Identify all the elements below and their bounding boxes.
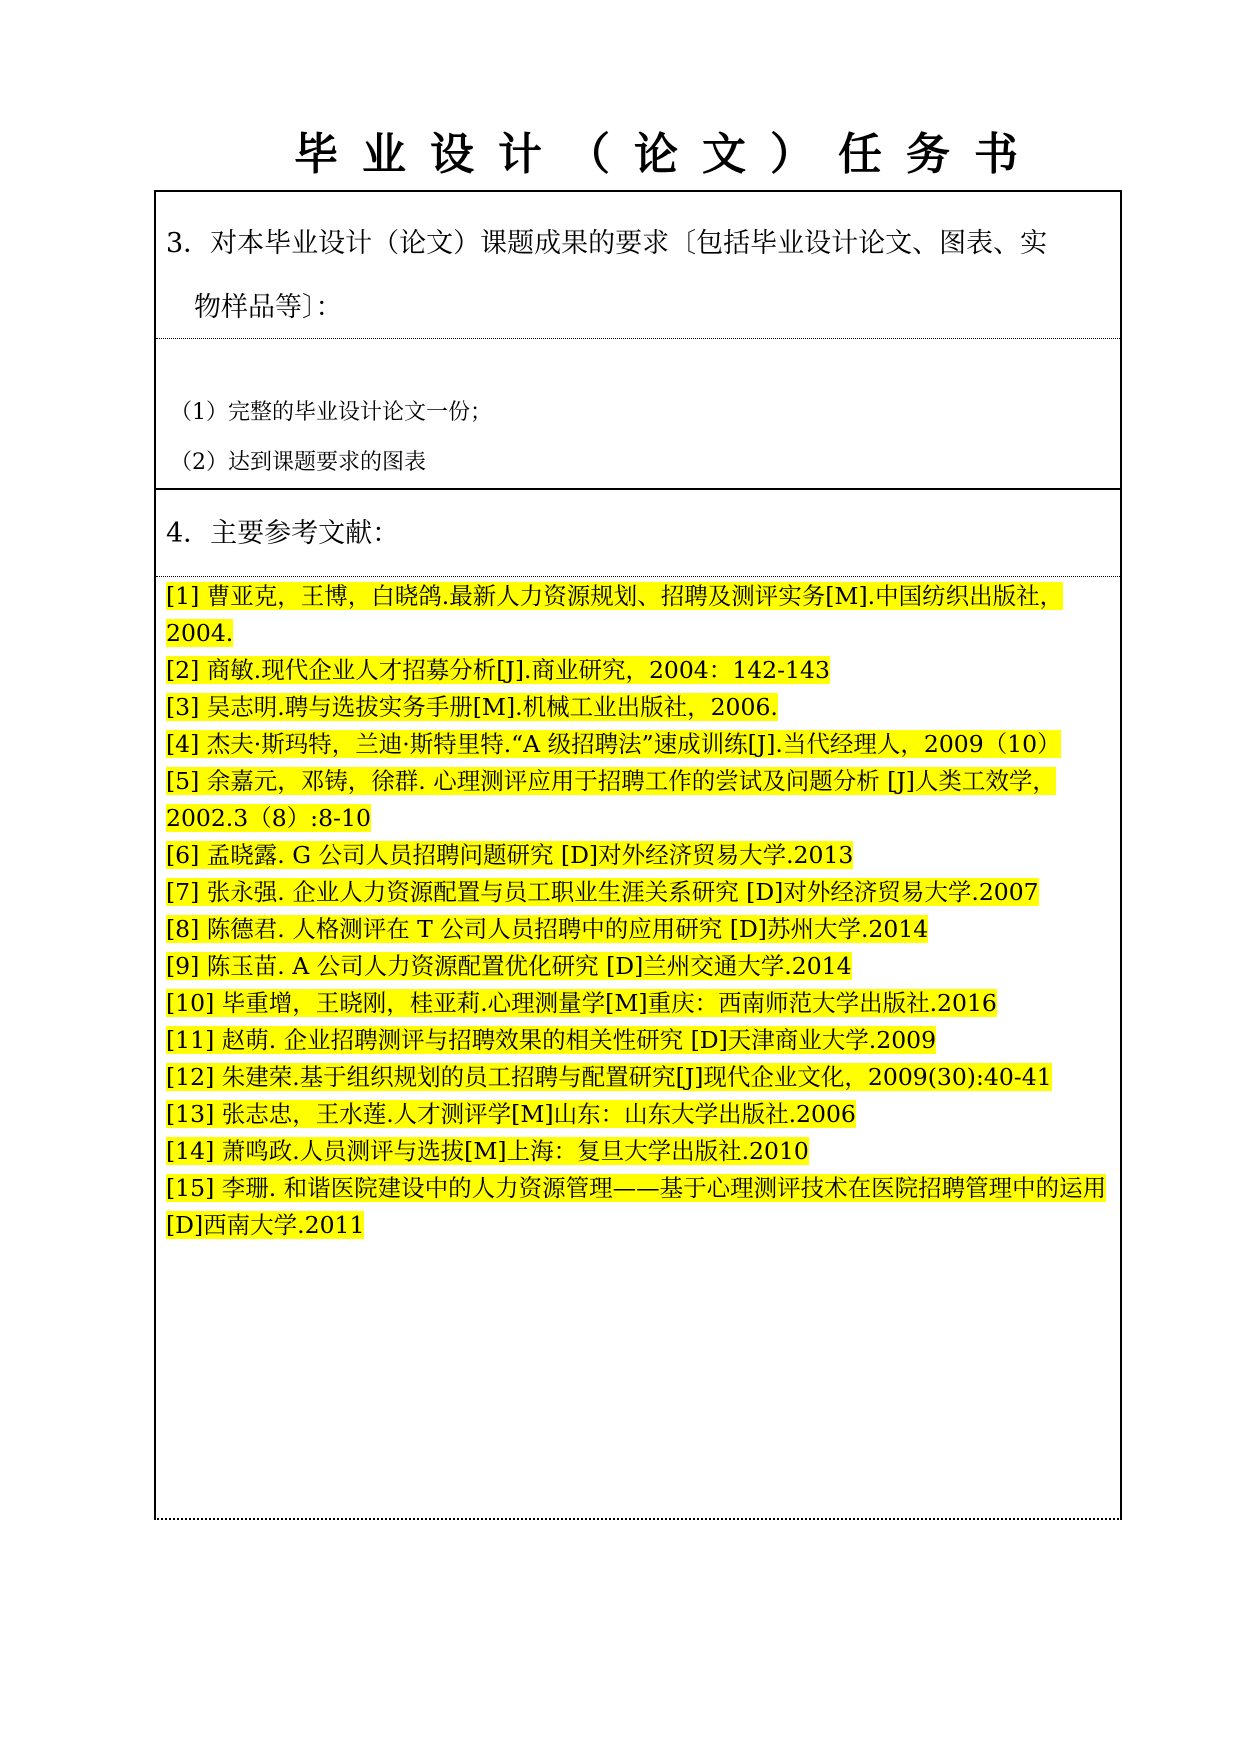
requirement-item: （1）完整的毕业设计论文一份； bbox=[170, 400, 492, 425]
task-table bbox=[154, 190, 1122, 1520]
reference-text: [9] 陈玉苗. A 公司人力资源配置优化研究 [D]兰州交通大学.2014 bbox=[166, 952, 852, 980]
reference-text: [6] 孟晓露. G 公司人员招聘问题研究 [D]对外经济贸易大学.2013 bbox=[166, 841, 854, 869]
reference-item bbox=[166, 652, 1118, 689]
page-title: 毕业设计（论文）任务书 bbox=[294, 129, 1042, 180]
reference-text: [3] 吴志明.聘与选拔实务手册[M].机械工业出版社，2006. bbox=[166, 693, 778, 721]
reference-item bbox=[166, 948, 1118, 985]
section4-heading: 4．主要参考文献： bbox=[166, 518, 400, 549]
reference-item bbox=[166, 837, 1118, 874]
reference-text: [13] 张志忠，王水莲.人才测评学[M]山东：山东大学出版社.2006 bbox=[166, 1100, 856, 1128]
reference-text: [4] 杰夫·斯玛特，兰迪·斯特里特.“A 级招聘法”速成训练[J].当代经理人，2009（10） bbox=[166, 730, 1061, 758]
requirement-list bbox=[170, 388, 492, 488]
reference-text: [15] 李珊. 和谐医院建设中的人力资源管理——基于心理测评技术在医院招聘管理中的运用 [D]西南大学.2011 bbox=[166, 1174, 1107, 1239]
reference-item bbox=[166, 1170, 1118, 1244]
reference-item bbox=[166, 689, 1118, 726]
reference-text: [10] 毕重增，王晓刚，桂亚莉.心理测量学[M]重庆：西南师范大学出版社.2016 bbox=[166, 989, 997, 1017]
dotted-divider bbox=[156, 338, 1120, 339]
reference-item bbox=[166, 874, 1118, 911]
dotted-divider bbox=[156, 576, 1120, 577]
section3-heading-line1: 3．对本毕业设计（论文）课题成果的要求〔包括毕业设计论文、图表、实 bbox=[166, 228, 1048, 259]
reference-item bbox=[166, 1059, 1118, 1096]
reference-text: [7] 张永强. 企业人力资源配置与员工职业生涯关系研究 [D]对外经济贸易大学.2007 bbox=[166, 878, 1039, 906]
reference-item bbox=[166, 578, 1118, 652]
reference-item bbox=[166, 763, 1118, 837]
section3-heading-line2: 物样品等〕： bbox=[194, 292, 343, 323]
reference-text: [1] 曹亚克，王博，白晓鸽.最新人力资源规划、招聘及测评实务[M].中国纺织出版社，2004. bbox=[166, 582, 1064, 647]
section-divider bbox=[156, 488, 1120, 490]
reference-item bbox=[166, 1133, 1118, 1170]
reference-item bbox=[166, 1022, 1118, 1059]
reference-item bbox=[166, 1096, 1118, 1133]
reference-text: [12] 朱建荣.基于组织规划的员工招聘与配置研究[J]现代企业文化，2009(30):40-41 bbox=[166, 1063, 1052, 1091]
reference-text: [2] 商敏.现代企业人才招募分析[J].商业研究，2004：142-143 bbox=[166, 656, 830, 684]
reference-item bbox=[166, 911, 1118, 948]
reference-item bbox=[166, 726, 1118, 763]
reference-text: [11] 赵萌. 企业招聘测评与招聘效果的相关性研究 [D]天津商业大学.2009 bbox=[166, 1026, 937, 1054]
section3-heading bbox=[166, 212, 1116, 340]
reference-list bbox=[166, 578, 1118, 1244]
reference-text: [8] 陈德君. 人格测评在 T 公司人员招聘中的应用研究 [D]苏州大学.2014 bbox=[166, 915, 929, 943]
requirement-item: （2）达到课题要求的图表 bbox=[170, 450, 426, 475]
reference-item bbox=[166, 985, 1118, 1022]
reference-text: [14] 萧鸣政.人员测评与选拔[M]上海：复旦大学出版社.2010 bbox=[166, 1137, 809, 1165]
reference-text: [5] 余嘉元，邓铸，徐群. 心理测评应用于招聘工作的尝试及问题分析 [J]人类工效学，2002.3（8）:8-10 bbox=[166, 767, 1056, 832]
